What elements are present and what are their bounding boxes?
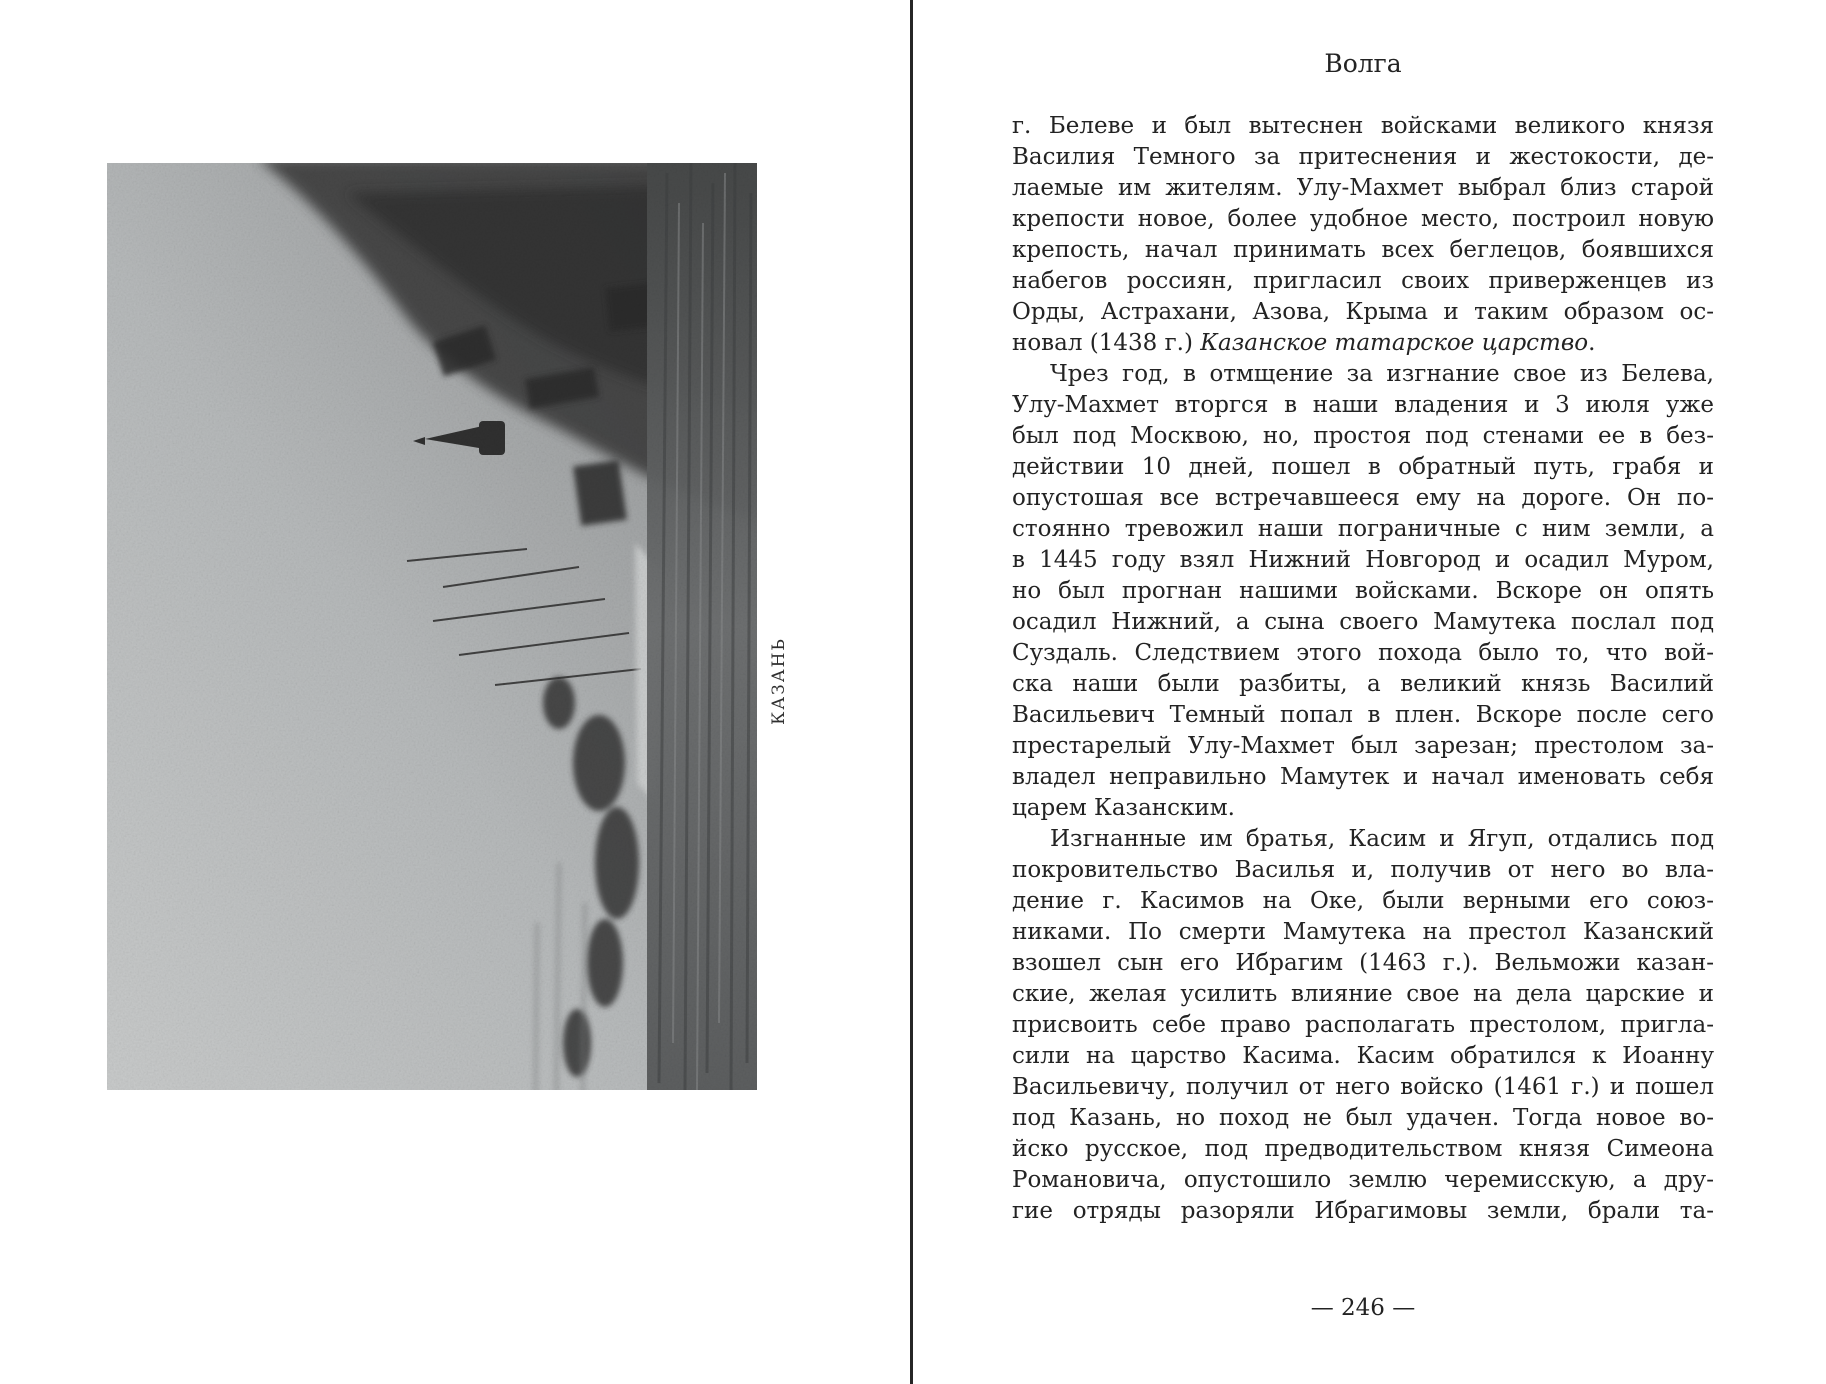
text-line: престарелый Улу-Махмет был зарезан; престолом за- [1012,733,1714,759]
text-line: но был прогнан нашими войсками. Вскоре он опять [1012,578,1714,604]
kazan-engraving [107,163,757,1090]
left-page [0,0,910,1384]
text-line: Улу-Махмет вторгся в наши владения и 3 июля уже [1012,392,1714,418]
paragraph [1012,824,1714,1227]
text-line: крепость, начал принимать всех беглецов, боявшихся [1012,237,1714,263]
text-line: Изгнанные им братья, Касим и Ягуп, отдались под [1050,826,1714,852]
text-line: Васильевич Темный попал в плен. Вскоре после сего [1012,702,1714,728]
text-line: осадил Нижний, а сына своего Мамутека послал под [1012,609,1714,635]
text-line: гие отряды разоряли Ибрагимовы земли, брали та- [1012,1198,1714,1224]
text-line: Романовича, опустошило землю черемисскую, а дру- [1012,1167,1714,1193]
paragraph [1012,359,1714,824]
text-line: владел неправильно Мамутек и начал именовать себя [1012,764,1714,790]
text-line: Орды, Астрахани, Азова, Крыма и таким образом ос- [1012,299,1714,325]
plate-caption: КАЗАНЬ [769,637,789,725]
text-line: Суздаль. Следствием этого похода было то, что вой- [1012,640,1714,666]
text-line: ские, желая усилить влияние свое на дела царские и [1012,981,1714,1007]
text-line: опустошая все встречавшееся ему на дороге. Он по- [1012,485,1714,511]
text-line: стоянно тревожил наши пограничные с ним земли, а [1012,516,1714,542]
text-line: покровительство Василья и, получив от него во вла- [1012,857,1714,883]
kazan-engraving-image [107,163,757,1090]
text-line: дение г. Касимов на Оке, были верными его союз- [1012,888,1714,914]
text-line: Василия Темного за притеснения и жестокости, де- [1012,144,1714,170]
text-line: г. Белеве и был вытеснен войсками великого князя [1012,113,1714,139]
page-body [1012,111,1714,1227]
text-line: присвоить себе право располагать престолом, пригла- [1012,1012,1714,1038]
text-line: ска наши были разбиты, а великий князь Василий [1012,671,1714,697]
text-line: никами. По смерти Мамутека на престол Казанский [1012,919,1714,945]
text-line: йско русское, под предводительством князя Симеона [1012,1136,1714,1162]
text-line: в 1445 году взял Нижний Новгород и осадил Муром, [1012,547,1714,573]
text-line: действии 10 дней, пошел в обратный путь, грабя и [1012,454,1714,480]
text-line: под Казань, но поход не был удачен. Тогда новое во- [1012,1105,1714,1131]
page-number: — 246 — [1310,1295,1416,1321]
text-line: лаемые им жителям. Улу-Махмет выбрал близ старой [1012,175,1714,201]
running-header: Волга [1324,49,1402,78]
text-line: Чрез год, в отмщение за изгнание свое из Белева, [1050,361,1714,387]
text-line: царем Казанским. [1012,795,1235,821]
text-line: был под Москвою, но, простоя под стенами ее в без- [1012,423,1714,449]
text-line: сили на царство Касима. Касим обратился к Иоанну [1012,1043,1714,1069]
text-line: взошел сын его Ибрагим (1463 г.). Вельможи казан- [1012,950,1714,976]
right-page [913,0,1826,1384]
text-line: Васильевичу, получил от него войско (1461 г.) и пошел [1012,1074,1714,1100]
paragraph [1012,111,1714,359]
text-line: новал (1438 г.) Казанское татарское царство. [1012,330,1596,356]
text-line: крепости новое, более удобное место, построил новую [1012,206,1714,232]
text-line: набегов россиян, пригласил своих приверженцев из [1012,268,1714,294]
